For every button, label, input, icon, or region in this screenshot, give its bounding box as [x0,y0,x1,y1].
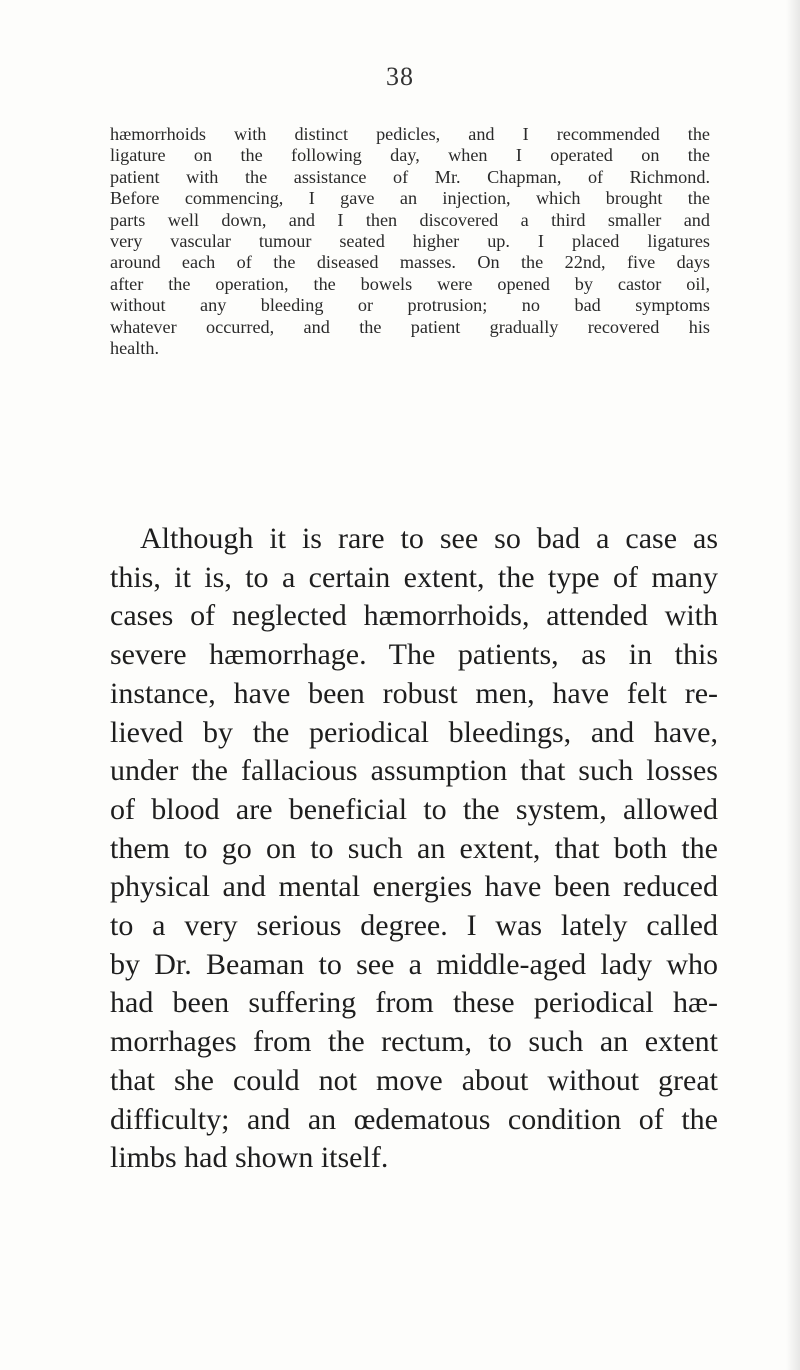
text-line: under the fallacious assumption that such losses [110,754,718,788]
text-line: parts well down, and I then discovered a third smaller and [110,209,710,230]
text-line: severe hæmorrhage. The patients, as in this [110,638,718,672]
text-line: limbs had shown itself. [110,1141,389,1175]
text-line: lieved by the periodical bleedings, and have, [110,715,718,749]
text-line: after the operation, the bowels were opened by castor oil, [110,273,710,294]
text-line: to a very serious degree. I was lately called [110,909,718,943]
text-line: without any bleeding or protrusion; no bad symptoms [110,295,710,316]
continuation-paragraph [110,124,710,359]
text-line: patient with the assistance of Mr. Chapman, of Richmond. [110,166,710,187]
text-line: ligature on the following day, when I operated on the [110,145,710,166]
text-line: Before commencing, I gave an injection, which brought the [110,188,710,209]
text-line: of blood are beneficial to the system, allowed [110,792,718,826]
text-line: cases of neglected hæmorrhoids, attended with [110,599,718,633]
text-line: them to go on to such an extent, that both the [110,831,718,865]
page-edge-shadow [786,0,800,1370]
text-line: whatever occurred, and the patient gradually recovered his [110,316,710,337]
text-line: difficulty; and an œdematous condition of the [110,1102,718,1136]
text-line: hæmorrhoids with distinct pedicles, and I recommended the [110,124,710,144]
text-line: that she could not move about without great [110,1063,718,1097]
text-line: very vascular tumour seated higher up. I placed ligatures [110,231,710,252]
main-paragraph [110,520,718,1178]
text-line: this, it is, to a certain extent, the type of many [110,560,718,594]
text-line: instance, have been robust men, have felt re- [110,676,718,710]
text-line: physical and mental energies have been reduced [110,870,718,904]
text-line: health. [110,338,159,359]
text-line: had been suffering from these periodical hæ- [110,986,718,1020]
page-number: 38 [386,62,414,91]
text-line: Although it is rare to see so bad a case as [140,522,718,555]
text-line: morrhages from the rectum, to such an extent [110,1025,718,1059]
text-line: around each of the diseased masses. On the 22nd, five days [110,252,710,273]
text-line: by Dr. Beaman to see a middle-aged lady who [110,947,718,981]
